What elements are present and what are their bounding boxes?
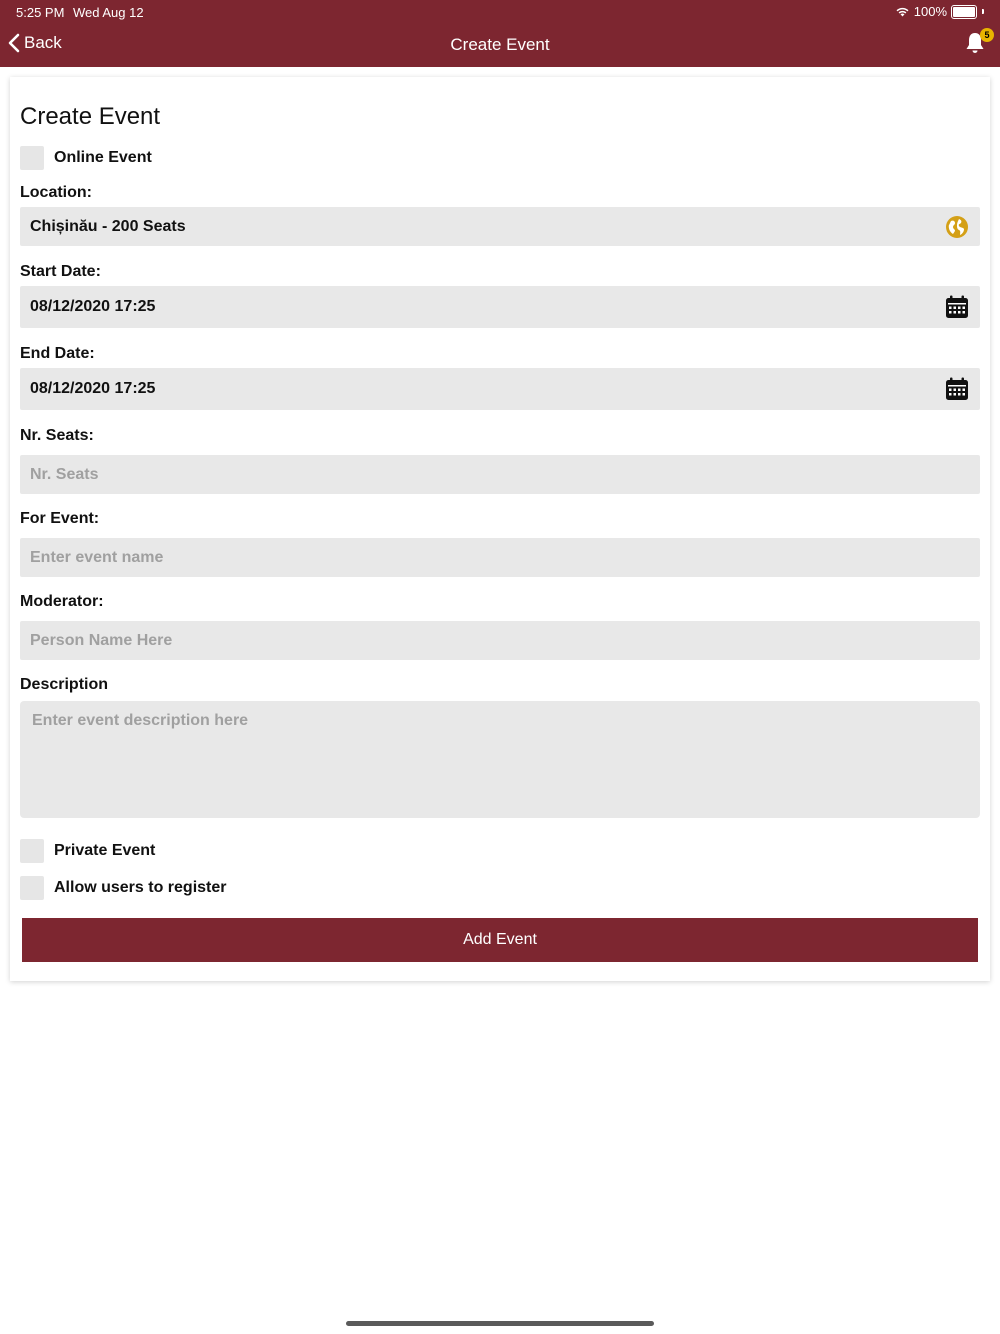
- status-indicators: [895, 4, 984, 19]
- globe-icon[interactable]: [944, 214, 970, 240]
- end-date-value: 08/12/2020 17:25: [30, 380, 156, 397]
- status-date: Wed Aug 12: [73, 5, 144, 20]
- calendar-icon[interactable]: [944, 376, 970, 402]
- description-textarea[interactable]: [20, 701, 980, 818]
- form-heading: Create Event: [20, 103, 161, 130]
- add-event-button[interactable]: Add Event: [22, 918, 978, 962]
- private-event-checkbox[interactable]: [20, 839, 155, 863]
- location-label: Location:: [20, 184, 92, 201]
- moderator-label: Moderator:: [20, 593, 104, 610]
- private-event-checkbox-box[interactable]: [20, 839, 44, 863]
- home-indicator: [346, 1321, 654, 1326]
- seats-input[interactable]: [20, 455, 980, 494]
- allow-register-checkbox-box[interactable]: [20, 876, 44, 900]
- seats-label: Nr. Seats:: [20, 427, 94, 444]
- start-date-input[interactable]: [20, 286, 980, 328]
- calendar-icon[interactable]: [944, 294, 970, 320]
- notifications-button[interactable]: [962, 30, 990, 58]
- online-event-label: Online Event: [54, 149, 152, 166]
- wifi-icon: [895, 6, 910, 17]
- online-event-checkbox-box[interactable]: [20, 146, 44, 170]
- start-date-label: Start Date:: [20, 263, 101, 280]
- page-title: Create Event: [450, 35, 550, 54]
- back-label: Back: [24, 33, 62, 52]
- battery-icon: [951, 5, 977, 19]
- start-date-value: 08/12/2020 17:25: [30, 298, 156, 315]
- allow-register-label: Allow users to register: [54, 879, 227, 896]
- status-time: 5:25 PM: [16, 5, 65, 20]
- moderator-placeholder: Person Name Here: [30, 631, 173, 649]
- location-value: Chișinău - 200 Seats: [30, 217, 186, 235]
- battery-percent: 100%: [913, 4, 947, 19]
- private-event-label: Private Event: [54, 842, 156, 859]
- for-event-label: For Event:: [20, 510, 100, 527]
- event-name-placeholder: Enter event name: [30, 548, 164, 566]
- end-date-label: End Date:: [20, 345, 95, 362]
- online-event-checkbox[interactable]: [20, 146, 152, 170]
- description-placeholder: Enter event description here: [32, 712, 249, 729]
- event-name-input[interactable]: [20, 538, 980, 577]
- navigation-bar: [0, 0, 1000, 67]
- end-date-input[interactable]: [20, 368, 980, 410]
- allow-register-checkbox[interactable]: [20, 876, 227, 900]
- notification-badge: 5: [980, 28, 994, 42]
- location-select[interactable]: [20, 207, 980, 246]
- battery-tip: [982, 9, 984, 14]
- description-label: Description: [20, 676, 109, 693]
- moderator-input[interactable]: [20, 621, 980, 660]
- seats-placeholder: Nr. Seats: [30, 465, 99, 483]
- create-event-card: [10, 77, 990, 981]
